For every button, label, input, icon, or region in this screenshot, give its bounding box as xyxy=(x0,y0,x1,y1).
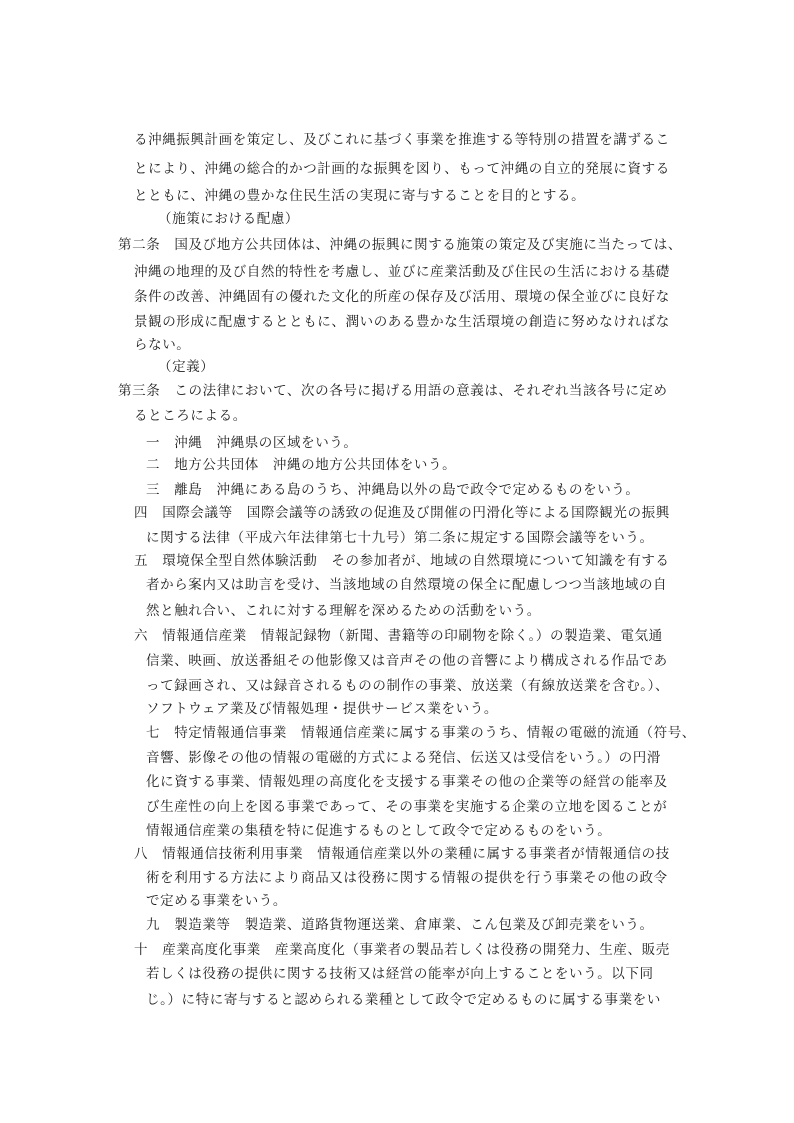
item-line: 九 製造業等 製造業、道路貨物運送業、倉庫業、こん包業及び卸売業をいう。 xyxy=(146,917,654,933)
text-line: 音響、影像その他の情報の電磁的方式による発信、伝送又は受信をいう。）の円滑 xyxy=(146,750,661,766)
item-line: 五 環境保全型自然体験活動 その参加者が、地域の自然環境について知識を有する xyxy=(134,553,670,569)
text-line: に関する法律（平成六年法律第七十九号）第二条に規定する国際会議等をいう。 xyxy=(146,530,654,546)
text-line: 若しくは役務の提供に関する技術又は経営の能率が向上することをいう。以下同 xyxy=(146,966,654,982)
article-line: 第二条 国及び地方公共団体は、沖縄の振興に関する施策の策定及び実施に当たっては、 xyxy=(118,237,682,253)
item-line: 三 離島 沖縄にある島のうち、沖縄島以外の島で政令で定めるものをいう。 xyxy=(146,482,640,498)
text-line: 景観の形成に配慮するとともに、潤いのある豊かな生活環境の創造に努めなければな xyxy=(134,314,670,330)
text-line: 化に資する事業、情報処理の高度化を支援する事業その他の企業等の経営の能率及 xyxy=(146,774,668,790)
text-line: 然と触れ合い、これに対する理解を深めるための活動をいう。 xyxy=(146,603,541,619)
item-line: 一 沖縄 沖縄県の区域をいう。 xyxy=(146,435,358,451)
text-line: 者から案内又は助言を受け、当該地域の自然環境の保全に配慮しつつ当該地域の自 xyxy=(146,577,668,593)
text-line: 術を利用する方法により商品又は役務に関する情報の提供を行う事業その他の政令 xyxy=(146,870,668,886)
item-line: 十 産業高度化事業 産業高度化（事業者の製品若しくは役務の開発力、生産、販売 xyxy=(134,942,670,958)
article-line: 第三条 この法律において、次の各号に掲げる用語の意義は、それぞれ当該各号に定め xyxy=(118,383,668,399)
item-line: 四 国際会議等 国際会議等の誘致の促進及び開催の円滑化等による国際観光の振興 xyxy=(134,505,670,521)
text-line: るところによる。 xyxy=(134,408,247,424)
text-line: 信業、映画、放送番組その他影像又は音声その他の音響により構成される作品であ xyxy=(146,653,668,669)
item-line: 八 情報通信技術利用事業 情報通信産業以外の業種に属する事業者が情報通信の技 xyxy=(134,846,670,862)
text-line: ソフトウェア業及び情報処理・提供サービス業をいう。 xyxy=(146,701,498,717)
text-line: 情報通信産業の集積を特に促進するものとして政令で定めるものをいう。 xyxy=(146,823,612,839)
text-line: とにより、沖縄の総合的かつ計画的な振興を図り、もって沖縄の自立的発展に資する xyxy=(134,161,670,177)
text-line: って録画され、又は録音されるものの制作の事業、放送業（有線放送業を含む。）、 xyxy=(146,678,670,694)
text-line: じ。）に特に寄与すると認められる業種として政令で定めるものに属する事業をい xyxy=(146,992,661,1008)
section-heading: （施策における配慮） xyxy=(158,211,299,227)
text-line: とともに、沖縄の豊かな住民生活の実現に寄与することを目的とする。 xyxy=(134,188,586,204)
item-line: 七 特定情報通信事業 情報通信産業に属する事業のうち、情報の電磁的流通（符号、 xyxy=(146,725,696,741)
section-heading: （定義） xyxy=(158,359,215,375)
text-line: る沖縄振興計画を策定し、及びこれに基づく事業を推進する等特別の措置を講ずるこ xyxy=(134,132,670,148)
item-line: 二 地方公共団体 沖縄の地方公共団体をいう。 xyxy=(146,457,457,473)
text-line: で定める事業をいう。 xyxy=(146,893,287,909)
item-line: 六 情報通信産業 情報記録物（新聞、書籍等の印刷物を除く。）の製造業、電気通 xyxy=(134,628,663,644)
text-line: らない。 xyxy=(134,337,191,353)
text-line: 条件の改善、沖縄固有の優れた文化的所産の保存及び活用、環境の保全並びに良好な xyxy=(134,289,670,305)
text-line: び生産性の向上を図る事業であって、その事業を実施する企業の立地を図ることが xyxy=(146,799,668,815)
text-line: 沖縄の地理的及び自然的特性を考慮し、並びに産業活動及び住民の生活における基礎 xyxy=(134,264,670,280)
